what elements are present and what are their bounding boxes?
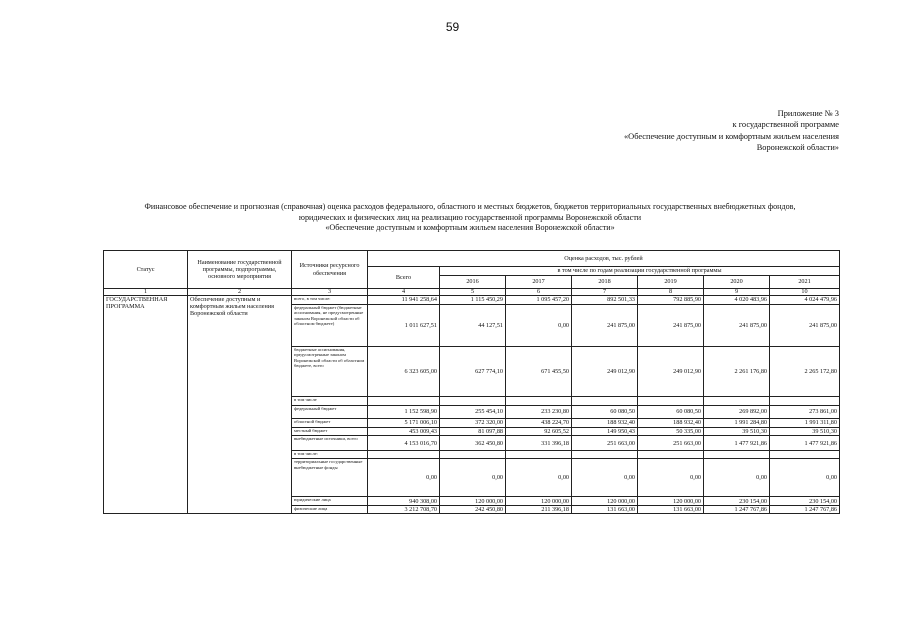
column-index: 9 [704,289,770,296]
column-index: 6 [506,289,572,296]
year-value-cell: 241 875,00 [572,305,638,347]
year-value-cell: 242 450,80 [440,506,506,514]
column-index: 7 [572,289,638,296]
header-estimate: Оценка расходов, тыс. рублей [368,251,840,267]
year-value-cell: 0,00 [506,305,572,347]
year-value-cell: 4 024 479,96 [770,296,840,305]
year-value-cell [506,397,572,406]
total-value-cell: 0,00 [368,459,440,497]
total-value-cell: 4 153 016,70 [368,436,440,451]
total-value-cell: 453 009,43 [368,428,440,436]
title-line-3: «Обеспечение доступным и комфортным жильем населения Воронежской области» [325,223,615,233]
year-value-cell: 1 115 450,29 [440,296,506,305]
source-cell: физические лица [292,506,368,514]
year-value-cell: 792 885,90 [638,296,704,305]
year-value-cell: 1 095 457,20 [506,296,572,305]
year-value-cell: 39 510,30 [770,428,840,436]
total-value-cell: 3 212 708,70 [368,506,440,514]
year-value-cell: 1 991 311,80 [770,419,840,428]
year-value-cell: 0,00 [572,459,638,497]
table-row [104,296,840,305]
year-value-cell: 44 127,51 [440,305,506,347]
source-cell: федеральный бюджет [292,406,368,419]
header-year-2021: 2021 [770,276,840,289]
header-status: Статус [104,251,188,289]
total-value-cell: 6 323 605,00 [368,347,440,397]
header-year-2016: 2016 [440,276,506,289]
year-value-cell [638,397,704,406]
year-value-cell: 249 012,90 [638,347,704,397]
year-value-cell: 188 932,40 [638,419,704,428]
year-value-cell: 331 396,18 [506,436,572,451]
year-value-cell: 241 875,00 [638,305,704,347]
column-index: 3 [292,289,368,296]
year-value-cell: 892 501,33 [572,296,638,305]
year-value-cell [638,451,704,459]
year-value-cell: 233 230,80 [506,406,572,419]
source-cell: федеральный бюджет (бюджетные ассигнования, не предусмотренные законом Воронежской области об областном бюджете) [292,305,368,347]
year-value-cell [572,451,638,459]
year-value-cell: 2 265 172,80 [770,347,840,397]
year-value-cell: 60 080,50 [572,406,638,419]
year-value-cell: 50 335,00 [638,428,704,436]
year-value-cell: 81 097,88 [440,428,506,436]
year-value-cell [506,451,572,459]
year-value-cell: 362 450,80 [440,436,506,451]
total-value-cell: 1 011 627,51 [368,305,440,347]
source-cell: областной бюджет [292,419,368,428]
year-value-cell: 149 950,43 [572,428,638,436]
year-value-cell: 0,00 [770,459,840,497]
source-cell: бюджетные ассигнования, предусмотренные законом Воронежской области об областном бюджете, всего [292,347,368,397]
total-value-cell: 1 152 598,90 [368,406,440,419]
year-value-cell: 671 455,50 [506,347,572,397]
year-value-cell: 39 510,30 [704,428,770,436]
column-index: 8 [638,289,704,296]
header-year-2017: 2017 [506,276,572,289]
year-value-cell [440,397,506,406]
column-index: 10 [770,289,840,296]
year-value-cell: 4 020 483,96 [704,296,770,305]
year-value-cell: 0,00 [638,459,704,497]
column-index: 1 [104,289,188,296]
total-value-cell: 5 171 006,10 [368,419,440,428]
year-value-cell [704,451,770,459]
column-index: 4 [368,289,440,296]
year-value-cell: 372 320,00 [440,419,506,428]
status-cell: ГОСУДАРСТВЕННАЯ ПРОГРАММА [104,296,188,514]
column-index: 5 [440,289,506,296]
funding-table [103,250,840,514]
header-name: Наименование государственной программы, подпрограммы, основного мероприятия [188,251,292,289]
title-line-2: юридических и физических лиц на реализацию государственной программы Воронежской области [298,212,642,222]
source-cell: местный бюджет [292,428,368,436]
source-cell: территориальные государственные внебюджетные фонды [292,459,368,497]
total-value-cell [368,451,440,459]
year-value-cell: 2 261 176,80 [704,347,770,397]
year-value-cell: 120 000,00 [440,497,506,506]
year-value-cell [572,397,638,406]
year-value-cell: 438 224,70 [506,419,572,428]
total-value-cell: 11 941 258,64 [368,296,440,305]
appendix-line-2: к государственной программе [732,120,839,130]
year-value-cell [770,397,840,406]
source-cell: в том числе [292,397,368,406]
year-value-cell: 120 000,00 [506,497,572,506]
year-value-cell: 241 875,00 [704,305,770,347]
year-value-cell: 230 154,00 [704,497,770,506]
year-value-cell: 0,00 [440,459,506,497]
header-year-2020: 2020 [704,276,770,289]
year-value-cell: 251 663,00 [572,436,638,451]
column-index: 2 [188,289,292,296]
year-value-cell: 255 454,10 [440,406,506,419]
year-value-cell: 92 605,52 [506,428,572,436]
year-value-cell: 241 875,00 [770,305,840,347]
source-cell: в том числе: [292,451,368,459]
year-value-cell [770,451,840,459]
header-total: Всего [368,267,440,289]
document-title [100,202,840,234]
appendix-line-4: Воронежской области» [756,142,839,152]
source-cell: всего, в том числе: [292,296,368,305]
total-value-cell [368,397,440,406]
header-sources: Источники ресурсного обеспечения [292,251,368,289]
page-number: 59 [445,20,460,34]
total-value-cell: 940 308,00 [368,497,440,506]
year-value-cell: 131 663,00 [638,506,704,514]
year-value-cell: 1 247 767,86 [704,506,770,514]
year-value-cell: 120 000,00 [572,497,638,506]
appendix-line-1: Приложение № 3 [777,109,839,118]
header-year-2018: 2018 [572,276,638,289]
year-value-cell: 627 774,10 [440,347,506,397]
year-value-cell: 1 991 284,80 [704,419,770,428]
year-value-cell: 273 861,00 [770,406,840,419]
year-value-cell: 188 932,40 [572,419,638,428]
year-value-cell: 230 154,00 [770,497,840,506]
year-value-cell: 1 477 921,86 [770,436,840,451]
year-value-cell: 131 663,00 [572,506,638,514]
year-value-cell: 1 247 767,86 [770,506,840,514]
title-line-1: Финансовое обеспечение и прогнозная (справочная) оценка расходов федерального, областного и местных бюджетов, бюджетов территориальных государственных внебюджетных фондов, [144,202,796,211]
year-value-cell: 0,00 [506,459,572,497]
table-body [104,289,840,514]
year-value-cell: 251 663,00 [638,436,704,451]
appendix-note [624,108,839,153]
program-name-cell: Обеспечение доступным и комфортным жильем населения Воронежской области [188,296,292,514]
year-value-cell: 211 396,18 [506,506,572,514]
column-index-row [104,289,840,296]
year-value-cell: 120 000,00 [638,497,704,506]
year-value-cell [440,451,506,459]
source-cell: юридические лица [292,497,368,506]
header-by-year: в том числе по годам реализации государственной программы [440,267,840,276]
year-value-cell: 249 012,90 [572,347,638,397]
year-value-cell: 1 477 921,86 [704,436,770,451]
source-cell: внебюджетные источники, всего [292,436,368,451]
year-value-cell: 0,00 [704,459,770,497]
year-value-cell: 269 892,00 [704,406,770,419]
year-value-cell: 60 080,50 [638,406,704,419]
appendix-line-3: «Обеспечение доступным и комфортным жильем населения [623,131,839,141]
header-year-2019: 2019 [638,276,704,289]
year-value-cell [704,397,770,406]
